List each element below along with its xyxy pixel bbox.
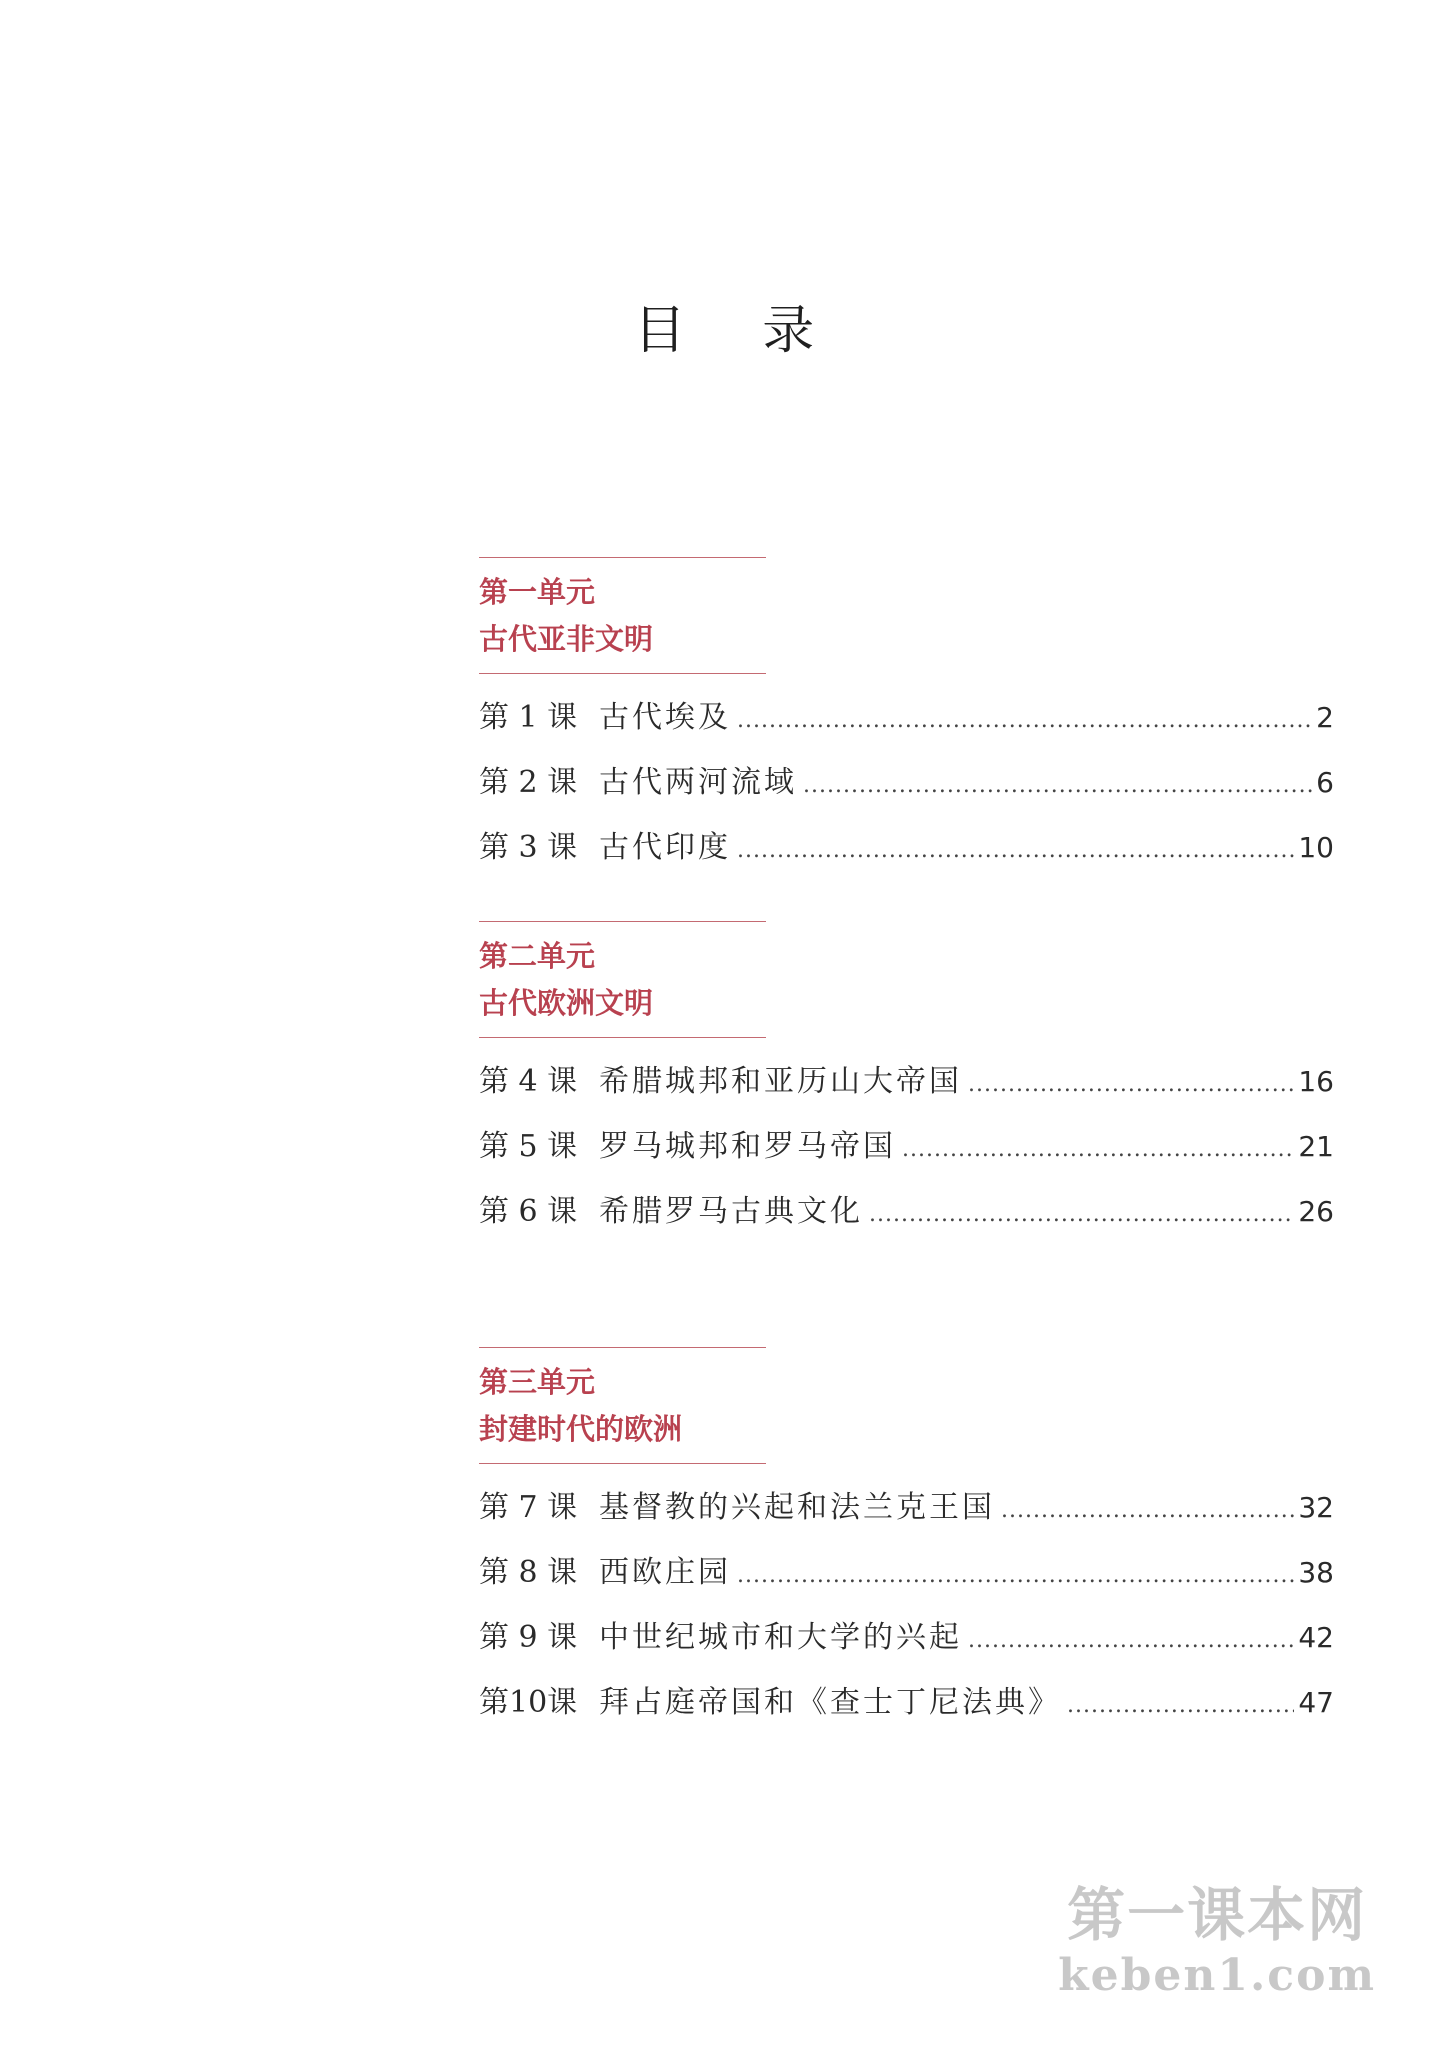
lesson-number: 第 6 课 xyxy=(479,1194,578,1229)
toc-entry-lesson-9[interactable] xyxy=(479,1612,1334,1677)
lesson-number: 第 5 课 xyxy=(479,1129,578,1164)
lesson-number: 第 9 课 xyxy=(479,1620,578,1655)
unit-number: 第三单元 xyxy=(479,1365,596,1399)
lesson-list xyxy=(479,1482,1334,1742)
page-number: 42 xyxy=(1298,1621,1334,1654)
lesson-title: 中世纪城市和大学的兴起 xyxy=(599,1620,962,1655)
lesson-title: 古代埃及 xyxy=(599,700,731,735)
lesson-title: 基督教的兴起和法兰克王国 xyxy=(599,1490,995,1525)
unit-heading xyxy=(479,558,1334,673)
lesson-title: 古代印度 xyxy=(599,830,731,865)
lesson-number: 第10课 xyxy=(479,1685,578,1720)
toc-entry-lesson-1[interactable] xyxy=(479,692,1334,757)
toc-entry-lesson-4[interactable] xyxy=(479,1056,1334,1121)
lesson-number: 第 1 课 xyxy=(479,700,578,735)
lesson-title: 罗马城邦和罗马帝国 xyxy=(599,1129,896,1164)
dot-leader xyxy=(968,1072,1294,1097)
page-number: 2 xyxy=(1316,701,1334,734)
dot-leader xyxy=(737,708,1312,733)
unit-1 xyxy=(479,557,1334,887)
lesson-list xyxy=(479,692,1334,887)
lesson-title: 拜占庭帝国和《查士丁尼法典》 xyxy=(599,1685,1061,1720)
lesson-title: 希腊城邦和亚历山大帝国 xyxy=(599,1064,962,1099)
dot-leader xyxy=(902,1137,1294,1162)
toc-entry-lesson-3[interactable] xyxy=(479,822,1334,887)
toc-entry-lesson-8[interactable] xyxy=(479,1547,1334,1612)
lesson-number: 第 4 课 xyxy=(479,1064,578,1099)
page-title: 目 录 xyxy=(633,301,845,361)
page-number: 26 xyxy=(1298,1195,1334,1228)
toc-entry-lesson-10[interactable] xyxy=(479,1677,1334,1742)
toc-entry-lesson-6[interactable] xyxy=(479,1186,1334,1251)
lesson-list xyxy=(479,1056,1334,1251)
dot-leader xyxy=(737,1563,1294,1588)
unit-number: 第二单元 xyxy=(479,939,596,973)
unit-name: 古代亚非文明 xyxy=(479,622,654,656)
unit-2 xyxy=(479,921,1334,1251)
lesson-title: 古代两河流域 xyxy=(599,765,797,800)
toc-entry-lesson-5[interactable] xyxy=(479,1121,1334,1186)
lesson-number: 第 2 课 xyxy=(479,765,578,800)
lesson-title: 西欧庄园 xyxy=(599,1555,731,1590)
unit-number: 第一单元 xyxy=(479,575,596,609)
toc-entry-lesson-7[interactable] xyxy=(479,1482,1334,1547)
page-number: 21 xyxy=(1298,1130,1334,1163)
lesson-number: 第 8 课 xyxy=(479,1555,578,1590)
lesson-number: 第 7 课 xyxy=(479,1490,578,1525)
page-number: 47 xyxy=(1298,1686,1334,1719)
watermark-site-name: 第一课本网 xyxy=(1067,1881,1368,1949)
unit-heading xyxy=(479,1348,1334,1463)
dot-leader xyxy=(869,1202,1294,1227)
dot-leader xyxy=(1001,1498,1294,1523)
unit-bottom-rule xyxy=(479,1037,766,1038)
dot-leader xyxy=(968,1628,1294,1653)
watermark-domain: keben1.com xyxy=(1058,1950,1376,2001)
page-number: 6 xyxy=(1316,766,1334,799)
page-number: 32 xyxy=(1298,1491,1334,1524)
unit-bottom-rule xyxy=(479,1463,766,1464)
watermark xyxy=(1058,1880,1376,2002)
dot-leader xyxy=(803,773,1312,798)
unit-name: 古代欧洲文明 xyxy=(479,986,654,1020)
page-number: 38 xyxy=(1298,1556,1334,1589)
page-number: 10 xyxy=(1298,831,1334,864)
lesson-number: 第 3 课 xyxy=(479,830,578,865)
dot-leader xyxy=(737,838,1294,863)
toc-entry-lesson-2[interactable] xyxy=(479,757,1334,822)
lesson-title: 希腊罗马古典文化 xyxy=(599,1194,863,1229)
unit-3 xyxy=(479,1347,1334,1742)
unit-bottom-rule xyxy=(479,673,766,674)
dot-leader xyxy=(1067,1693,1294,1718)
page-number: 16 xyxy=(1298,1065,1334,1098)
unit-name: 封建时代的欧洲 xyxy=(479,1412,683,1446)
unit-heading xyxy=(479,922,1334,1037)
